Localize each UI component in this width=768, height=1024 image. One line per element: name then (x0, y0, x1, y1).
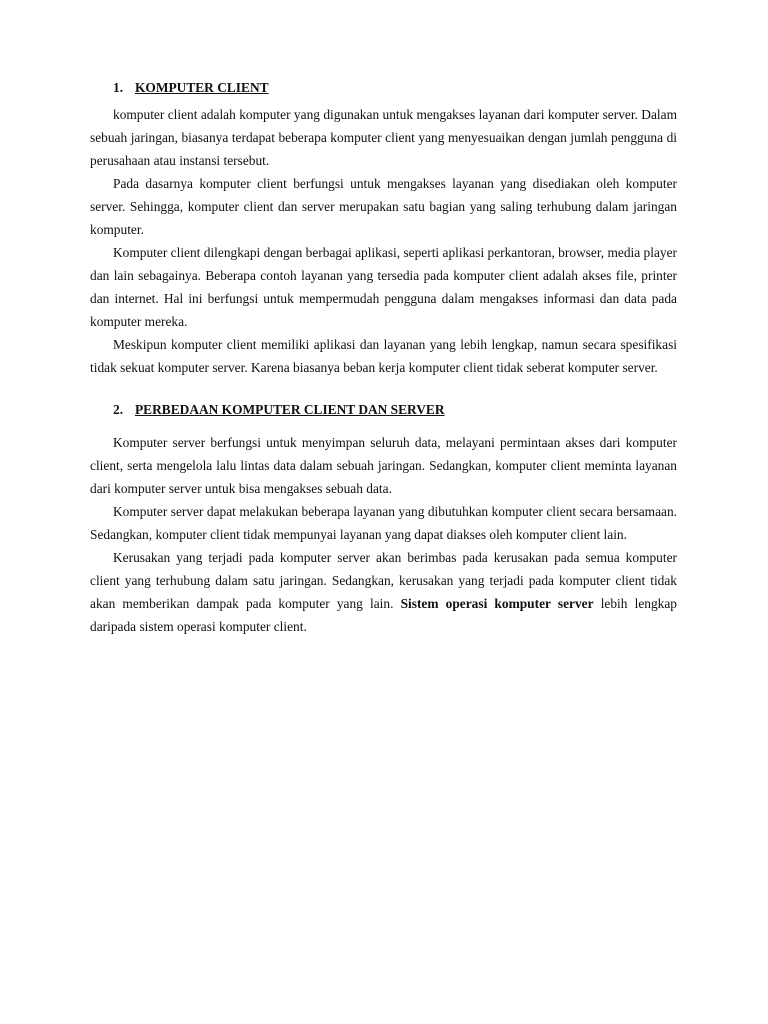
section-heading-komputer-client (113, 76, 677, 99)
paragraph: komputer client adalah komputer yang digunakan untuk mengakses layanan dari komputer server. Dalam sebuah jaringan, biasanya terdapat beberapa komputer client yang menyesuaikan dengan jumlah pengguna di perusahaan atau instansi tersebut. (90, 107, 677, 168)
paragraph: Komputer server dapat melakukan beberapa layanan yang dibutuhkan komputer client secara bersamaan. Sedangkan, komputer client tidak mempunyai layanan yang dapat diakses oleh komputer client lain. (90, 504, 677, 542)
document-body (90, 76, 677, 638)
paragraph: Meskipun komputer client memiliki aplikasi dan layanan yang lebih lengkap, namun secara spesifikasi tidak sekuat komputer server. Karena biasanya beban kerja komputer client tidak seberat komputer server. (90, 337, 677, 375)
section-heading-perbedaan (113, 398, 677, 421)
section-title: KOMPUTER CLIENT (135, 80, 269, 95)
paragraph: Pada dasarnya komputer client berfungsi untuk mengakses layanan yang disediakan oleh komputer server. Sehingga, komputer client dan server merupakan satu bagian yang saling terhubung dalam jaringan komputer. (90, 176, 677, 237)
section-title: PERBEDAAN KOMPUTER CLIENT DAN SERVER (135, 402, 445, 417)
paragraph-text: lebih lengkap daripada sistem operasi komputer client. (90, 596, 677, 634)
paragraph-last (90, 546, 677, 638)
bold-phrase: Sistem operasi komputer server (400, 596, 594, 611)
paragraph: Komputer server berfungsi untuk menyimpan seluruh data, melayani permintaan akses dari komputer client, serta mengelola lalu lintas data dalam sebuah jaringan. Sedangkan, komputer client meminta layanan dari komputer server untuk bisa mengakses sebuah data. (90, 435, 677, 496)
section-number: 1. (113, 80, 124, 95)
paragraph-text: Kerusakan yang terjadi pada komputer server akan berimbas pada kerusakan pada semua komputer client yang terhubung dalam satu jaringan. Sedangkan, kerusakan yang terjadi pada komputer client tidak akan memberikan dampak pada komputer yang lain. (90, 550, 677, 611)
paragraph: Komputer client dilengkapi dengan berbagai aplikasi, seperti aplikasi perkantoran, browser, media player dan lain sebagainya. Beberapa contoh layanan yang tersedia pada komputer client adalah akses file, printer dan internet. Hal ini berfungsi untuk mempermudah pengguna dalam mengakses informasi dan data pada komputer mereka. (90, 245, 677, 329)
section-number: 2. (113, 402, 124, 417)
